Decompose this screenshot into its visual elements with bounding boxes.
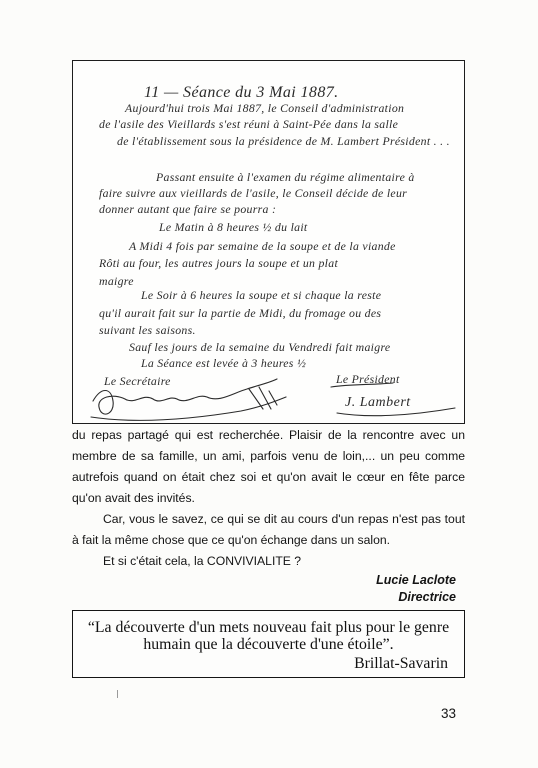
article-line: qu'on avait des invités. <box>72 491 195 505</box>
manuscript-line: A Midi 4 fois par semaine de la soupe et de la viande <box>129 239 396 253</box>
manuscript-line: de l'établissement sous la présidence de M. Lambert Président . . . <box>117 134 450 148</box>
article-line: à fait la même chose que ce qu'on échange dans un salon. <box>72 533 391 547</box>
article-line: membre de sa famille, un ami, parfois venu de loin,... un peu comme <box>72 449 465 463</box>
manuscript-line: Passant ensuite à l'examen du régime alimentaire à <box>156 170 415 184</box>
manuscript-line: de l'asile des Vieillards s'est réuni à Saint-Pée dans la salle <box>99 117 399 131</box>
manuscript-heading: 11 — Séance du 3 Mai 1887. <box>144 84 339 101</box>
quote-author: Brillat-Savarin <box>354 655 448 672</box>
manuscript-line: maigre <box>99 274 134 288</box>
author-name: Lucie Laclote <box>376 573 456 587</box>
quote-box <box>72 610 465 678</box>
quote-line: humain que la découverte d'une étoile”. <box>143 636 394 653</box>
scan-mark <box>117 690 118 698</box>
manuscript-line: suivant les saisons. <box>99 323 196 337</box>
manuscript-line: Sauf les jours de la semaine du Vendredi fait maigre <box>129 340 391 354</box>
article-line: du repas partagé qui est recherchée. Plaisir de la rencontre avec un <box>72 428 465 442</box>
manuscript-line: Le Matin à 8 heures ½ du lait <box>159 220 308 234</box>
manuscript-line: Aujourd'hui trois Mai 1887, le Conseil d'administration <box>125 101 405 115</box>
president-label: Le Président <box>336 372 400 386</box>
manuscript-facsimile <box>72 60 465 424</box>
quote-line: “La découverte d'un mets nouveau fait plus pour le genre <box>87 619 450 636</box>
article-body <box>72 425 465 572</box>
manuscript-line: La Séance est levée à 3 heures ½ <box>141 356 307 370</box>
article-line: autrefois quand on était chez soi et qu'on avait le cœur en fête parce <box>72 470 465 484</box>
article-line: Car, vous le savez, ce qui se dit au cours d'un repas n'est pas tout <box>103 512 465 526</box>
manuscript-line: faire suivre aux vieillards de l'asile, le Conseil décide de leur <box>99 186 408 200</box>
manuscript-line: Rôti au four, les autres jours la soupe et un plat <box>99 256 339 270</box>
manuscript-line: qu'il aurait fait sur la partie de Midi, du fromage ou des <box>99 306 382 320</box>
manuscript-line: Le Soir à 6 heures la soupe et si chaque la reste <box>141 288 382 302</box>
author-title: Directrice <box>398 590 456 604</box>
page-number: 33 <box>440 706 456 721</box>
manuscript-line: donner autant que faire se pourra : <box>99 202 277 216</box>
secretary-label: Le Secrétaire <box>104 374 171 388</box>
article-line: Et si c'était cela, la CONVIVIALITE ? <box>103 554 302 568</box>
president-signature: J. Lambert <box>345 395 411 410</box>
